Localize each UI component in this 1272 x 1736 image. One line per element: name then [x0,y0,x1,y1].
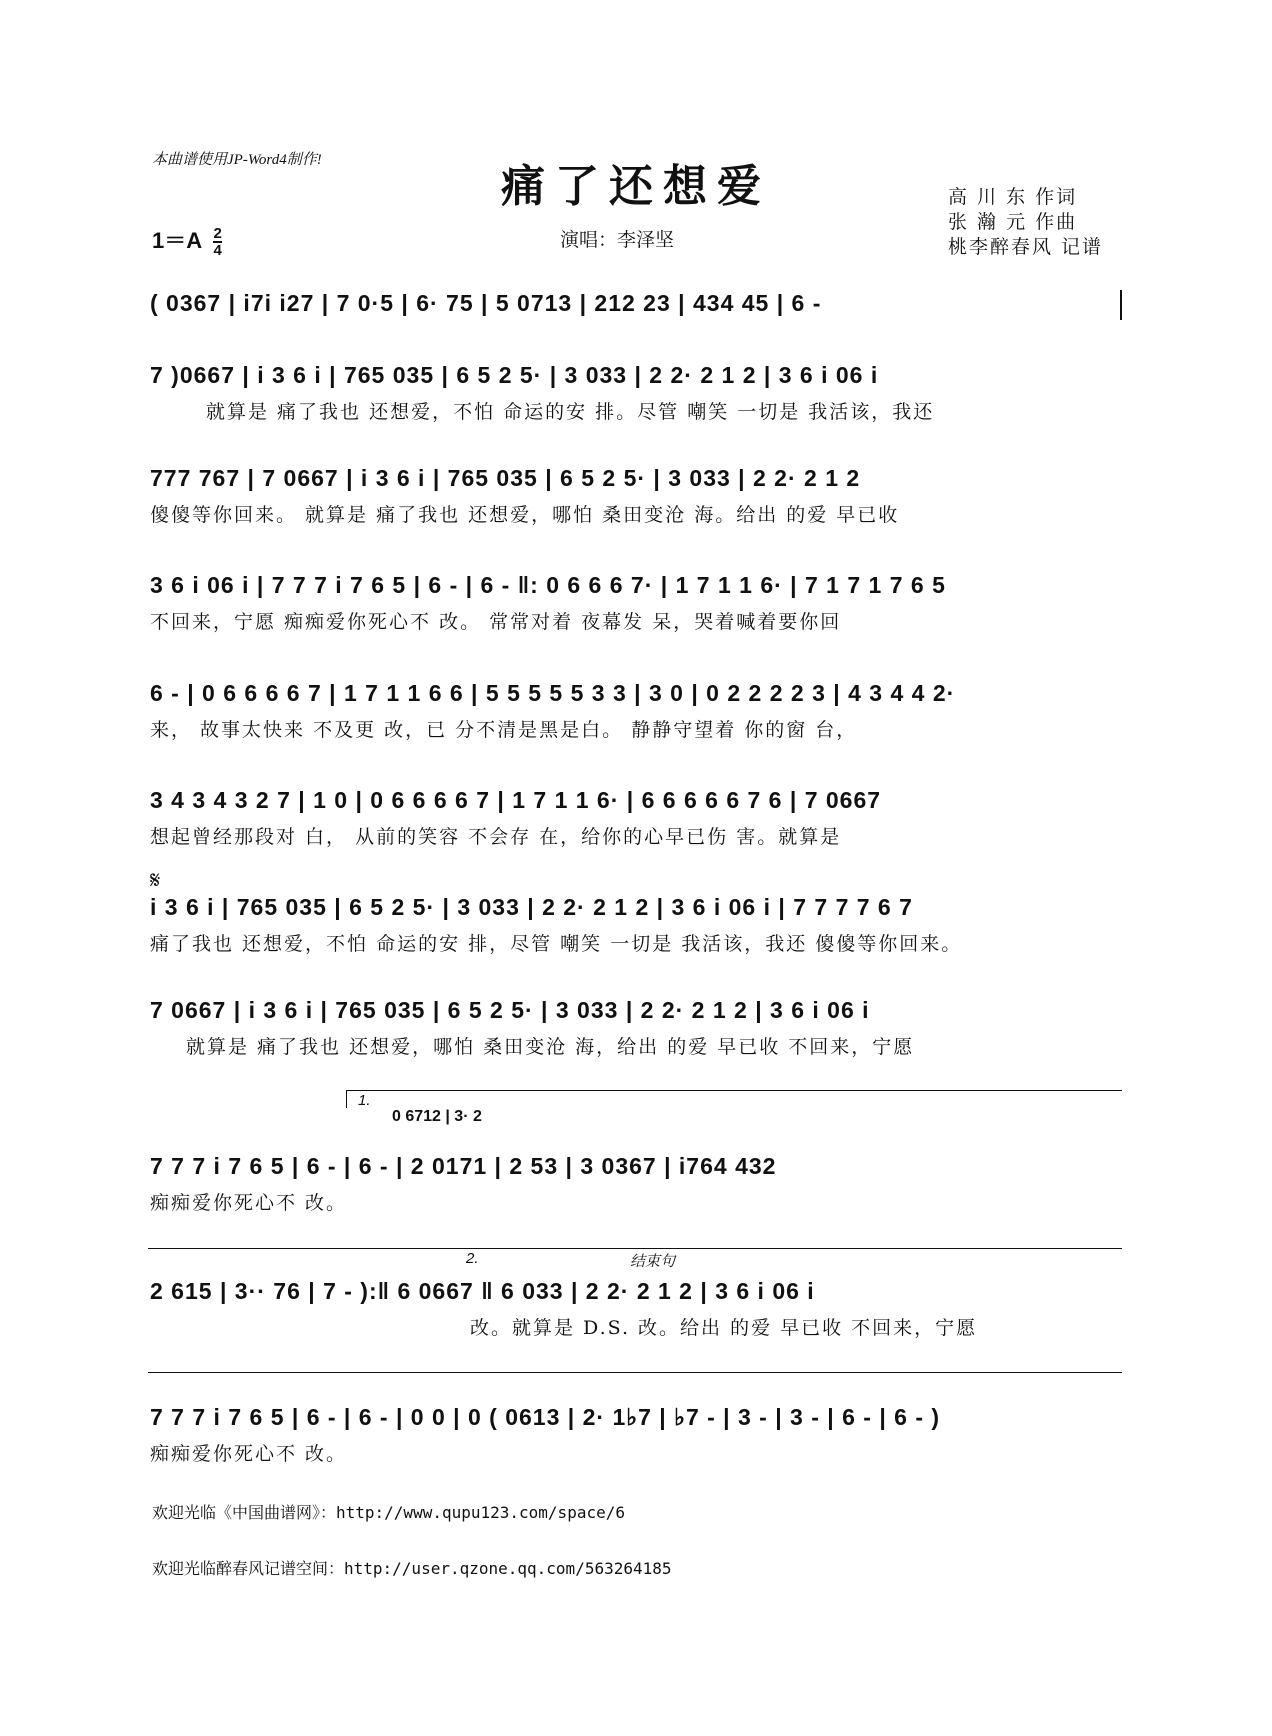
segno-sign: 𝄋 [150,866,161,894]
ending-1-label: 1. [358,1092,371,1109]
footer-link-qzone[interactable]: 欢迎光临醉春风记谱空间：http://user.qzone.qq.com/563264185 [152,1559,672,1578]
system-lyrics: 改。就算是 D.S. 改。给出 的爱 早已收 不回来，宁愿 [470,1317,978,1339]
system-notes: 7 )0667 | i 3 6 i | 765 035 | 6 5 2 5· | 3 033 | 2 2· 2 1 2 | 3 6 i 06 i [150,362,879,388]
ending-1-notes: 0 6712 | 3· 2 [392,1108,482,1125]
lyricist-credit: 高 川 东 作词 [948,186,1078,208]
system-notes: 2 615 | 3·· 76 | 7 - ):‖ 6 0667 ‖ 6 033 | 2 2· 2 1 2 | 3 6 i 06 i [150,1278,815,1304]
system-lyrics: 痴痴爱你死心不 改。 [150,1443,348,1465]
system-3 [150,465,1122,527]
time-signature [213,226,221,258]
ending-2-label: 2. [466,1250,479,1267]
system-4 [150,572,1122,634]
composer-credit: 张 瀚 元 作曲 [948,211,1078,233]
system-9 [150,1153,1122,1215]
key-label: 1＝A [152,228,202,253]
system-lyrics: 就算是 痛了我也 还想爱，哪怕 桑田变沧 海，给出 的爱 早已收 不回来，宁愿 [186,1036,915,1058]
system-7 [150,894,1122,956]
coda-label: 结束句 [630,1253,676,1270]
system-notes: i 3 6 i | 765 035 | 6 5 2 5· | 3 033 | 2 2· 2 1 2 | 3 6 i 06 i | 7 7 7 7 6 7 [150,894,913,920]
system-notes: 777 767 | 7 0667 | i 3 6 i | 765 035 | 6 5 2 5· | 3 033 | 2 2· 2 1 2 [150,465,861,491]
singer: 演唱：李泽坚 [560,229,675,251]
barline [1120,290,1122,320]
software-note: 本曲谱使用JP-Word4制作! [152,152,322,168]
system-lyrics: 傻傻等你回来。 就算是 痛了我也 还想爱，哪怕 桑田变沧 海。给出 的爱 早已收 [150,504,900,526]
system-notes: 7 0667 | i 3 6 i | 765 035 | 6 5 2 5· | 3 033 | 2 2· 2 1 2 | 3 6 i 06 i [150,997,870,1023]
system-lyrics: 痛了我也 还想爱，不怕 命运的安 排，尽管 嘲笑 一切是 我活该，我还 傻傻等你回来。 [150,933,963,955]
system-lyrics: 来， 故事太快来 不及更 改，已 分不清是黑是白。 静静守望着 你的窗 台， [150,719,858,741]
system-notes: 7 7 7 i 7 6 5 | 6 - | 6 - | 0 0 | 0 ( 0613 | 2· 1♭7 | ♭7 - | 3 - | 3 - | 6 - | 6 - ) [150,1404,941,1430]
system-2 [150,362,1122,424]
system-lyrics: 不回来，宁愿 痴痴爱你死心不 改。 常常对着 夜幕发 呆，哭着喊着要你回 [150,611,842,633]
transcriber-credit: 桃李醉春风 记谱 [948,236,1104,258]
system-11 [150,1404,1122,1466]
system-notes: 6 - | 0 6 6 6 6 7 | 1 7 1 1 6 6 | 5 5 5 5 5 3 3 | 3 0 | 0 2 2 2 2 3 | 4 3 4 4 2· [150,680,956,706]
time-bottom: 4 [213,242,222,260]
system-6 [150,787,1122,849]
system-notes: ( 0367 | i7i i27 | 7 0·5 | 6· 75 | 5 0713 | 212 23 | 434 45 | 6 - [150,290,822,316]
ending-1-bracket-edge [346,1090,347,1108]
system-lyrics: 痴痴爱你死心不 改。 [150,1192,348,1214]
system-8 [150,997,1122,1059]
footer-link-qupu123[interactable]: 欢迎光临《中国曲谱网》：http://www.qupu123.com/space/6 [152,1503,625,1522]
system-1 [150,290,1122,317]
system-lyrics: 想起曾经那段对 白， 从前的笑容 不会存 在，给你的心早已伤 害。就算是 [150,826,842,848]
system-notes: 3 6 i 06 i | 7 7 7 i 7 6 5 | 6 - | 6 - ‖: 0 6 6 6 7· | 1 7 1 1 6· | 7 1 7 1 7 6 5 [150,572,946,598]
key-signature [152,224,222,258]
time-top: 2 [213,225,222,243]
system-lyrics: 就算是 痛了我也 还想爱，不怕 命运的安 排。尽管 嘲笑 一切是 我活该，我还 [206,401,935,423]
credits-block [948,185,1103,260]
system-notes: 3 4 3 4 3 2 7 | 1 0 | 0 6 6 6 6 7 | 1 7 1 1 6· | 6 6 6 6 6 7 6 | 7 0667 [150,787,882,813]
system-10 [150,1278,1122,1340]
final-bracket [148,1372,1122,1373]
system-5 [150,680,1122,742]
ending-1-bracket [346,1090,1122,1091]
score-title: 痛了还想爱 [501,161,771,212]
ending-2-bracket [148,1248,1122,1249]
system-notes: 7 7 7 i 7 6 5 | 6 - | 6 - | 2 0171 | 2 53 | 3 0367 | i764 432 [150,1153,777,1179]
